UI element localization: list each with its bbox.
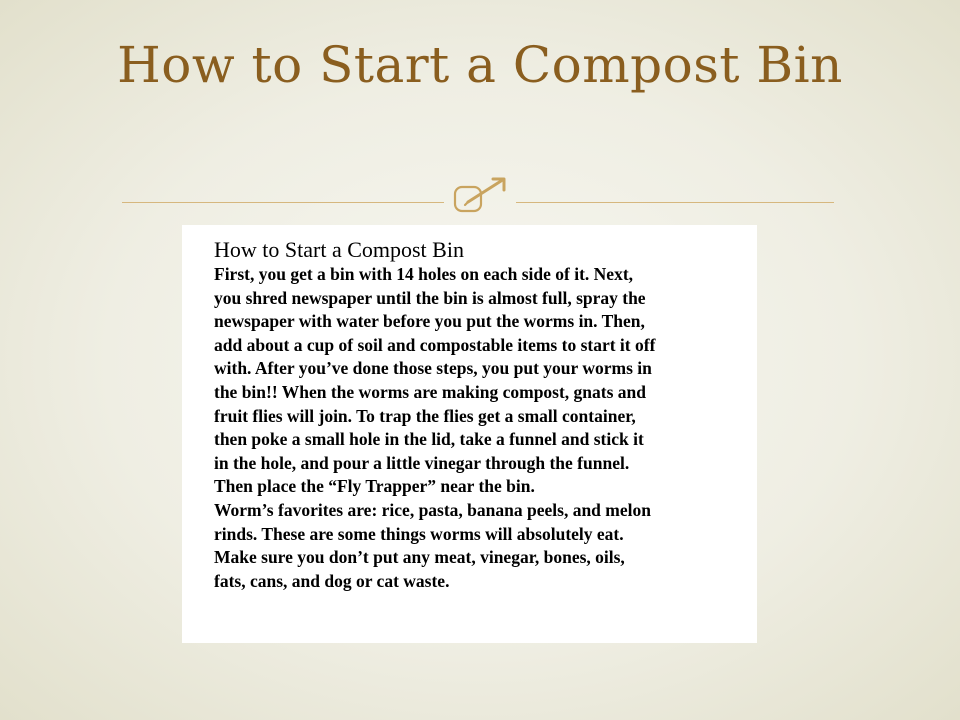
document-line: with. After you’ve done those steps, you put your worms in xyxy=(214,358,652,379)
document-line: you shred newspaper until the bin is almost full, spray the xyxy=(214,287,646,308)
document-line: Make sure you don’t put any meat, vinegar, bones, oils, xyxy=(214,547,625,568)
document-line: in the hole, and pour a little vinegar through the funnel. xyxy=(214,452,630,473)
document-line: First, you get a bin with 14 holes on each side of it. Next, xyxy=(214,264,634,284)
document-line: the bin!! When the worms are making compost, gnats and xyxy=(214,381,647,402)
document-line: then poke a small hole in the lid, take a funnel and stick it xyxy=(214,429,644,450)
document-line: add about a cup of soil and compostable items to start it off xyxy=(214,334,656,355)
document-heading: How to Start a Compost Bin xyxy=(214,237,464,262)
document-body xyxy=(214,263,739,593)
document-line: rinds. These are some things worms will absolutely eat. xyxy=(214,523,624,544)
decorative-ornament-icon xyxy=(446,176,514,222)
document-line: fruit flies will join. To trap the flies get a small container, xyxy=(214,405,636,426)
title-divider-left xyxy=(122,202,444,203)
document-line: newspaper with water before you put the worms in. Then, xyxy=(214,311,645,332)
document-line: Then place the “Fly Trapper” near the bin. xyxy=(214,476,535,497)
document-line: fats, cans, and dog or cat waste. xyxy=(214,570,450,591)
compost-instructions-image xyxy=(182,225,757,643)
slide-title: How to Start a Compost Bin xyxy=(117,36,843,94)
document-line: Worm’s favorites are: rice, pasta, banana peels, and melon xyxy=(214,499,651,520)
title-divider-right xyxy=(516,202,834,203)
